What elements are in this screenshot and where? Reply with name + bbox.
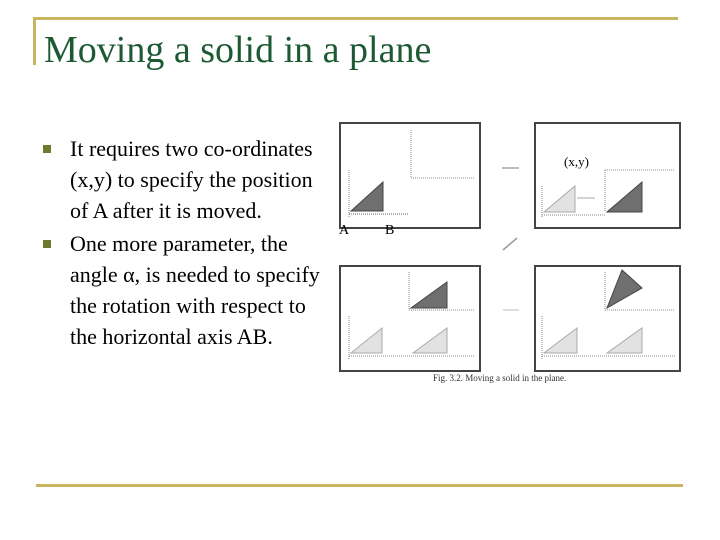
square-bullet-icon: [43, 240, 51, 248]
bullet-item-position: [40, 133, 320, 226]
square-bullet-icon: [43, 145, 51, 153]
panel-bottom-left: [340, 266, 480, 371]
moving-solid-figure: [337, 120, 687, 395]
panel-border: [340, 266, 480, 371]
figure-svg: [337, 120, 687, 395]
slide-title: Moving a solid in a plane: [44, 29, 432, 71]
label-xy: (x,y): [564, 154, 589, 169]
panel-top-right: [535, 123, 680, 228]
label-a: A: [339, 223, 350, 238]
frame-bottom-line: [36, 484, 683, 487]
figure-caption: Fig. 3.2. Moving a solid in the plane.: [433, 373, 567, 383]
panel-top-left: [339, 123, 480, 238]
panel-border: [340, 123, 480, 228]
bullet-text: One more parameter, the angle α, is needed to specify the rotation with respect to the horizontal axis AB.: [70, 231, 320, 349]
bullet-text: It requires two co-ordinates (x,y) to specify the position of A after it is moved.: [70, 136, 313, 223]
label-b: B: [385, 223, 395, 238]
bullet-list: [40, 133, 320, 354]
bullet-item-rotation: [40, 228, 320, 352]
frame-top-line: [33, 17, 678, 20]
panel-bottom-right: [535, 266, 680, 371]
arrow-diagonal-icon: [503, 238, 517, 250]
panel-border: [535, 266, 680, 371]
frame-left-line: [33, 17, 36, 65]
